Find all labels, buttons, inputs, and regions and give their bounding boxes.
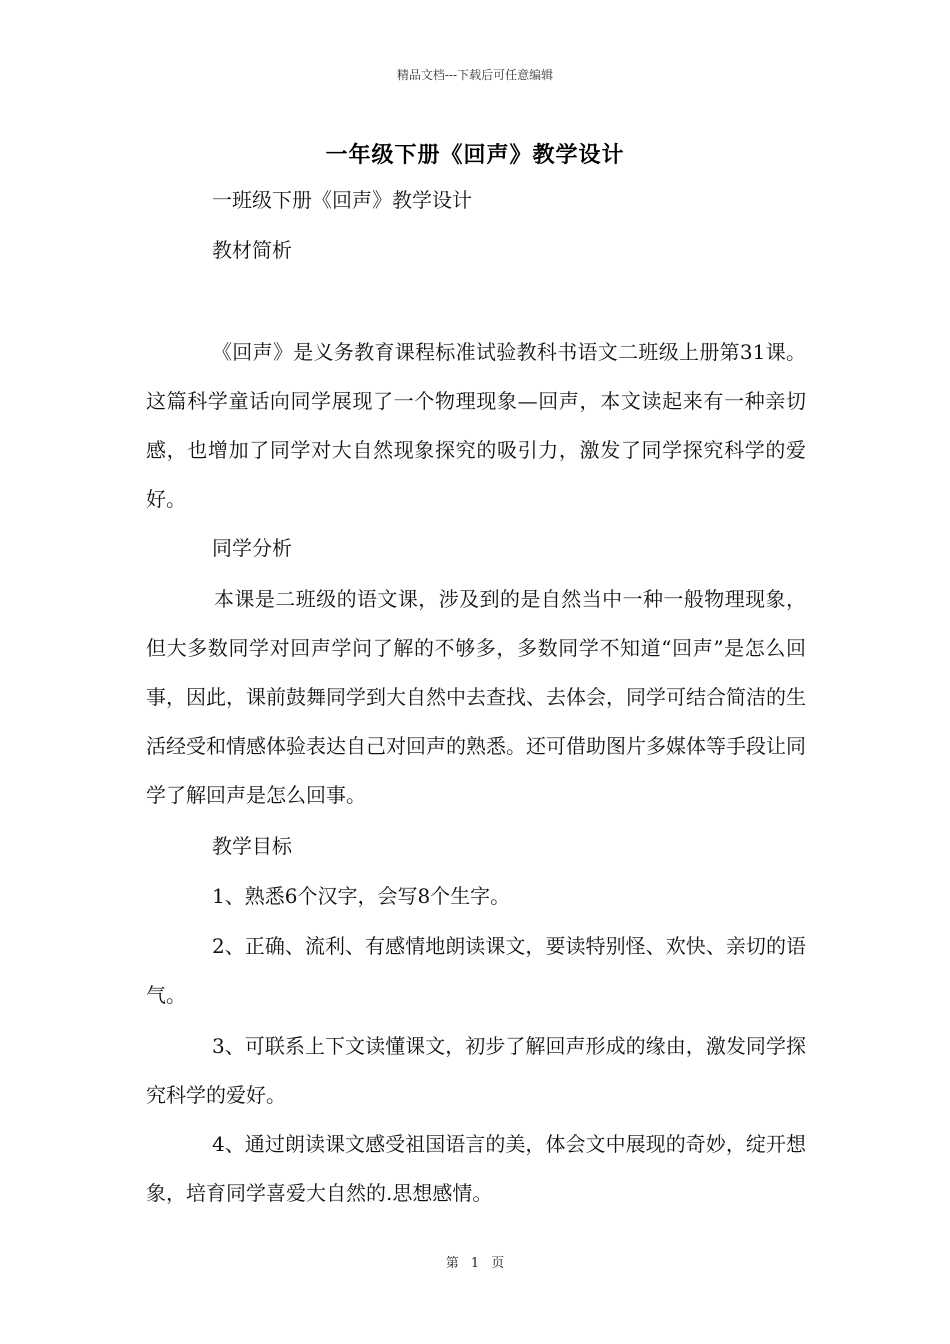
goal-item-1: 1、熟悉6个汉字，会写8个生字。 [212,884,511,908]
goal-item-4: 4、通过朗读课文感受祖国语言的美，体会文中展现的奇妙，绽开想象，培育同学喜爱大自然的.思想感情。 [146,1132,806,1205]
goal-item-3: 3、可联系上下文读懂课文，初步了解回声形成的缘由，激发同学探究科学的爱好。 [146,1034,806,1107]
page-number-suffix: 页 [491,1256,505,1271]
document-title: 一年级下册《回声》教学设计 [325,142,625,168]
section-heading-teaching-goals: 教学目标 [212,834,292,858]
page-number: 1 [470,1256,480,1271]
section-heading-textbook-analysis: 教材简析 [212,238,292,262]
page-footer [0,1252,950,1271]
page-header: 精品文档---下载后可任意编辑 [396,68,554,82]
subtitle-line: 一班级下册《回声》教学设计 [212,188,472,212]
goal-item-2: 2、正确、流利、有感情地朗读课文，要读特别怪、欢快、亲切的语气。 [146,934,806,1007]
page-number-prefix: 第 [445,1256,459,1271]
paragraph-student-analysis: 本课是二班级的语文课，涉及到的是自然当中一种一般物理现象，但大多数同学对回声学问了解的不够多，多数同学不知道“回声”是怎么回事，因此，课前鼓舞同学到大自然中去查找、去体会，同学可结合简洁的生活经受和情感体验表达自己对回声的熟悉。还可借助图片多媒体等手段让同学了解回声是怎么回事。 [146,587,806,807]
section-heading-student-analysis: 同学分析 [212,536,292,560]
paragraph-textbook-analysis: 《回声》是义务教育课程标准试验教科书语文二班级上册第31课。这篇科学童话向同学展现了一个物理现象—回声，本文读起来有一种亲切感，也增加了同学对大自然现象探究的吸引力，激发了同学探究科学的爱好。 [146,340,806,511]
